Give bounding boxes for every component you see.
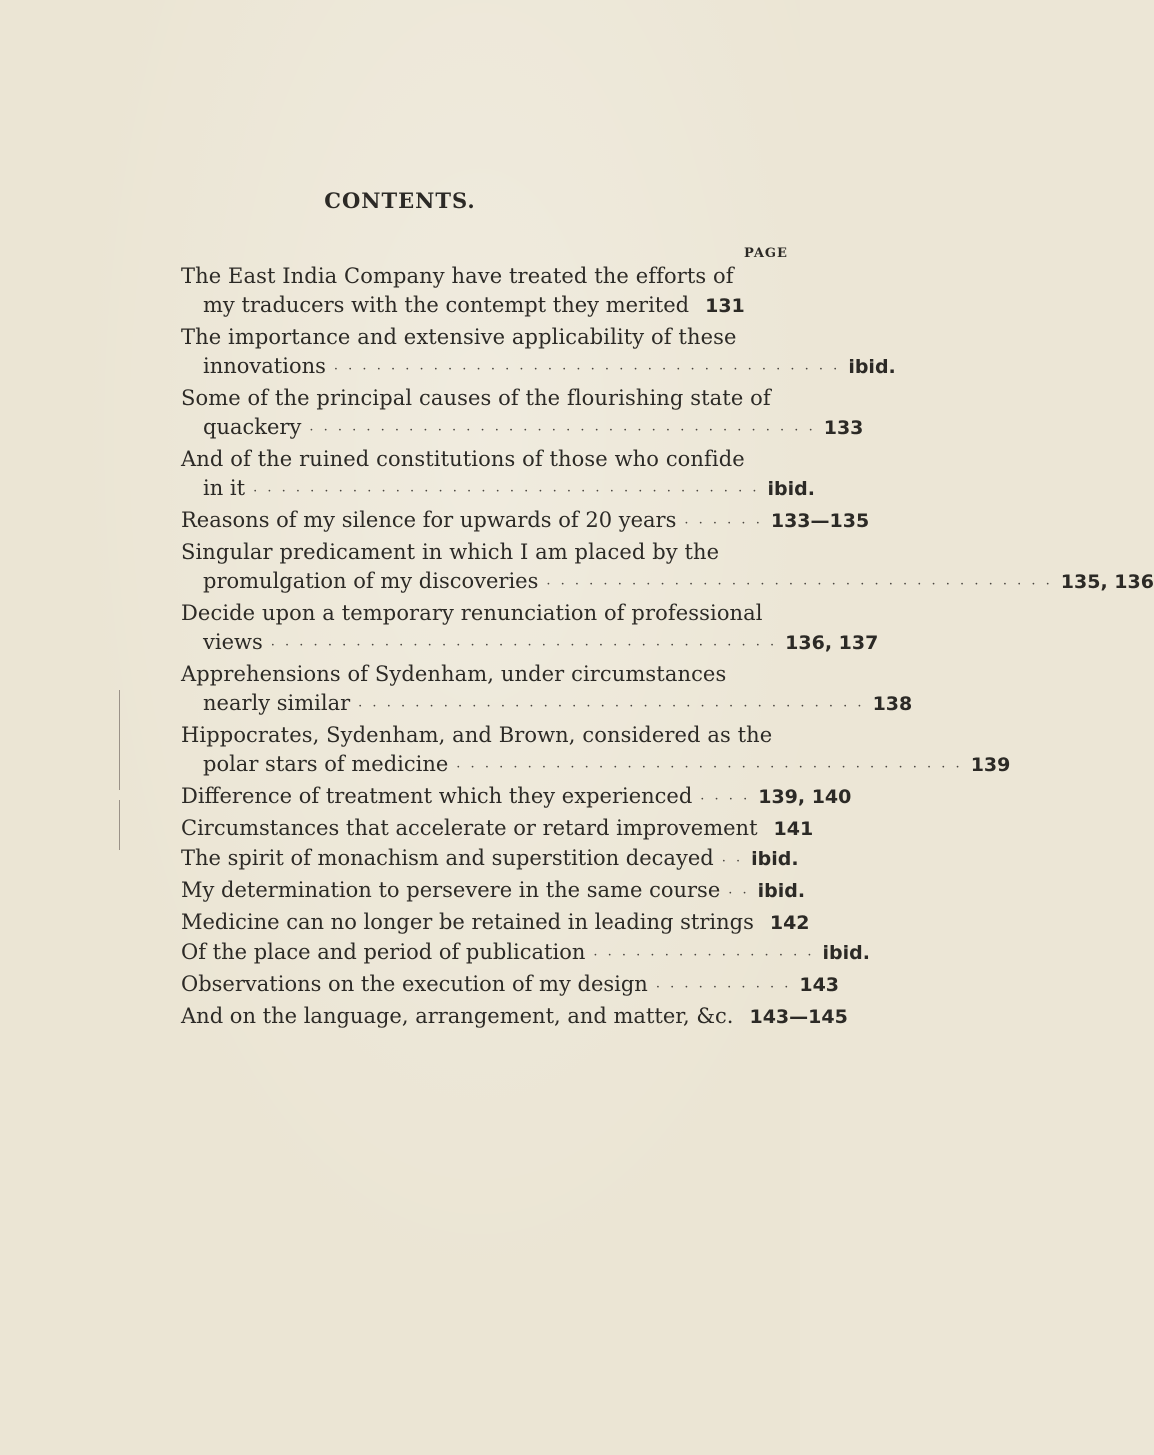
- contents-entry: [181, 323, 896, 384]
- entry-text-continued: polar stars of medicine: [203, 752, 449, 776]
- leader-dots: · · · · · · · · · · · · · · · · · · · · · · · · · · · · · · · · · · · ·: [358, 699, 865, 714]
- contents-entry: [181, 876, 806, 908]
- entry-page: 142: [769, 912, 810, 934]
- entry-text: Medicine can no longer be retained in leading strings: [181, 910, 754, 934]
- contents-entry: [181, 844, 799, 876]
- leader-dots: · · · · · · · · · · · · · · · · · · · · · · · · · · · · · · · · · · · ·: [456, 760, 963, 775]
- entry-text-continued: my traducers with the contempt they merited: [203, 293, 690, 317]
- entry-text: Circumstances that accelerate or retard improvement: [181, 816, 758, 840]
- entry-page: 133—135: [770, 510, 870, 532]
- leader-dots: · ·: [721, 854, 744, 869]
- contents-entry: [181, 970, 840, 1002]
- entry-text: The East India Company have treated the efforts of: [181, 264, 734, 288]
- leader-dots: · · · · · · · · · · · · · · · ·: [593, 948, 815, 963]
- leader-dots: · · · · · · · · · · · · · · · · · · · · · · · · · · · · · · · · · · · ·: [546, 577, 1053, 592]
- contents-entry: [181, 262, 745, 323]
- entry-page: 139, 140: [758, 786, 852, 808]
- contents-entry: [181, 814, 814, 844]
- entry-text-continued: nearly similar: [203, 691, 351, 715]
- page-column-header: PAGE: [744, 246, 788, 261]
- margin-rule: [119, 800, 120, 850]
- entry-text: The spirit of monachism and superstition decayed: [181, 846, 714, 870]
- contents-list: [181, 262, 1154, 1032]
- leader-dots: · · · · · · · · · · · · · · · · · · · · · · · · · · · · · · · · · · · ·: [253, 484, 760, 499]
- leader-dots: · ·: [728, 886, 750, 901]
- entry-text: And of the ruined constitutions of those who confide: [181, 447, 745, 471]
- entry-page: 133: [823, 417, 864, 439]
- entry-text-continued: views: [203, 630, 263, 654]
- entry-text: Hippocrates, Sydenham, and Brown, considered as the: [181, 723, 773, 747]
- entry-text-continued: in it: [203, 476, 246, 500]
- entry-page: 135, 136: [1060, 571, 1154, 593]
- entry-page: 143: [799, 974, 840, 996]
- entry-page: 141: [773, 818, 814, 840]
- contents-entry: [181, 908, 810, 938]
- entry-page: ibid.: [757, 880, 806, 902]
- entry-text-continued: promulgation of my discoveries: [203, 569, 539, 593]
- page-title: CONTENTS.: [324, 188, 476, 213]
- contents-entry: [181, 721, 1011, 782]
- entry-page: 143—145: [749, 1006, 848, 1028]
- entry-text: Observations on the execution of my design: [181, 972, 648, 996]
- contents-entry: [181, 384, 864, 445]
- entry-text-continued: quackery: [203, 415, 302, 439]
- entry-text-continued: innovations: [203, 354, 326, 378]
- contents-entry: [181, 506, 870, 538]
- leader-dots: · · · · · · · · · · · · · · · · · · · · · · · · · · · · · · · · · · · ·: [270, 638, 778, 653]
- entry-page: ibid.: [767, 478, 815, 500]
- entry-text: Singular predicament in which I am placed by the: [181, 540, 720, 564]
- contents-entry: [181, 445, 815, 506]
- leader-dots: · · · · · ·: [684, 516, 763, 531]
- entry-text: And on the language, arrangement, and matter, &c.: [181, 1004, 734, 1028]
- entry-text: Apprehensions of Sydenham, under circumstances: [181, 662, 727, 686]
- entry-text: The importance and extensive applicability of these: [181, 325, 737, 349]
- entry-page: ibid.: [822, 942, 870, 964]
- entry-text: My determination to persevere in the same course: [181, 878, 721, 902]
- entry-page: ibid.: [751, 848, 799, 870]
- margin-rule: [119, 690, 120, 790]
- contents-entry: [181, 538, 1154, 599]
- entry-page: 131: [705, 295, 745, 317]
- contents-entry: [181, 782, 852, 814]
- entry-text: Decide upon a temporary renunciation of professional: [181, 601, 763, 625]
- entry-text: Some of the principal causes of the flourishing state of: [181, 386, 771, 410]
- leader-dots: · · · ·: [700, 792, 751, 807]
- entry-text: Difference of treatment which they experienced: [181, 784, 693, 808]
- contents-entry: [181, 938, 870, 970]
- entry-page: 136, 137: [785, 632, 879, 654]
- leader-dots: · · · · · · · · · · · · · · · · · · · · · · · · · · · · · · · · · · · ·: [309, 423, 816, 438]
- entry-page: 138: [872, 693, 913, 715]
- contents-entry: [181, 1002, 848, 1032]
- leader-dots: · · · · · · · · · ·: [655, 980, 792, 995]
- contents-entry: [181, 599, 879, 660]
- entry-page: 139: [970, 754, 1011, 776]
- entry-text: Of the place and period of publication: [181, 940, 586, 964]
- contents-entry: [181, 660, 913, 721]
- entry-text: Reasons of my silence for upwards of 20 years: [181, 508, 677, 532]
- entry-page: ibid.: [848, 356, 896, 378]
- leader-dots: · · · · · · · · · · · · · · · · · · · · · · · · · · · · · · · · · · · ·: [333, 362, 841, 377]
